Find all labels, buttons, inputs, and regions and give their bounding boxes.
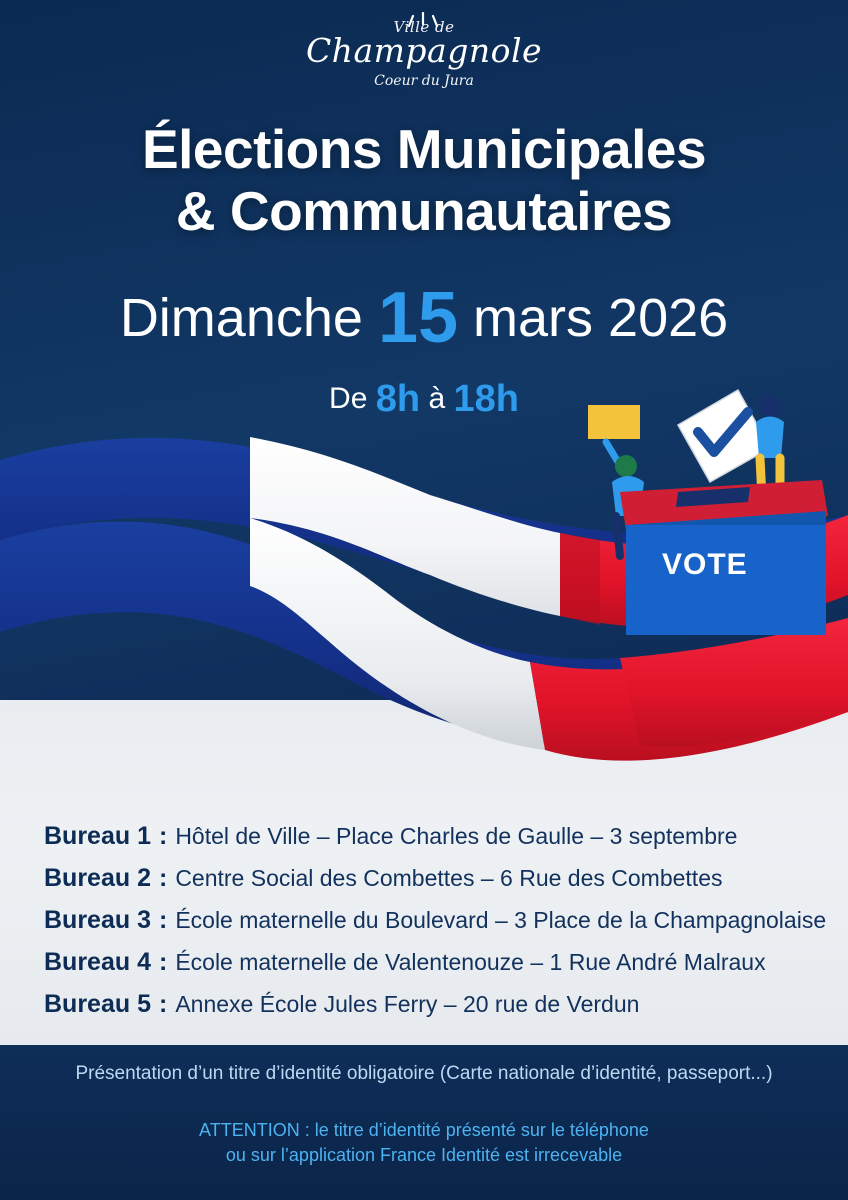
bureau-name: Bureau 2 — [44, 864, 151, 892]
date-month-year: mars 2026 — [473, 288, 729, 348]
warning-notice — [0, 1118, 848, 1168]
list-item — [44, 822, 814, 851]
yellow-placard-icon — [588, 405, 640, 439]
list-item — [44, 948, 814, 977]
bureau-address: Annexe École Jules Ferry – 20 rue de Verdun — [175, 991, 640, 1017]
bureau-address: Hôtel de Ville – Place Charles de Gaulle – 3 septembre — [175, 823, 738, 849]
polling-stations-list — [44, 822, 827, 1032]
hours-prefix: De — [329, 382, 368, 415]
bureau-name: Bureau 4 — [44, 948, 151, 976]
bureau-separator: : — [158, 990, 168, 1018]
bureau-name: Bureau 1 — [44, 822, 151, 850]
list-item — [44, 864, 814, 893]
bureau-separator: : — [158, 864, 168, 892]
bureau-address: Centre Social des Combettes – 6 Rue des Combettes — [175, 865, 723, 891]
logo-city-name: Champagnole — [305, 31, 543, 70]
bureau-address: École maternelle du Boulevard – 3 Place de la Champagnolaise — [175, 907, 827, 933]
logo-line-ville-de: Ville de — [393, 18, 455, 36]
bureau-separator: : — [158, 822, 168, 850]
date-day: 15 — [377, 278, 459, 358]
bureau-separator: : — [158, 948, 168, 976]
list-item — [44, 906, 827, 935]
title-line-1: Élections Municipales — [141, 118, 707, 180]
election-date — [0, 278, 848, 358]
list-item — [44, 990, 814, 1019]
warning-line-1: ATTENTION : le titre d’identité présenté sur le téléphone — [199, 1120, 649, 1140]
bureau-separator: : — [158, 906, 168, 934]
warning-line-2: ou sur l’application France Identité est irrecevable — [225, 1145, 623, 1166]
logo-tagline: Coeur du Jura — [374, 72, 474, 89]
hours-start: 8h — [375, 378, 421, 420]
bureau-name: Bureau 5 — [44, 990, 151, 1018]
date-weekday: Dimanche — [119, 288, 363, 348]
title-line-2: & Communautaires — [175, 180, 673, 243]
bureau-name: Bureau 3 — [44, 906, 151, 934]
hours-join: à — [428, 382, 446, 415]
poster-title — [0, 118, 848, 242]
bureau-address: École maternelle de Valentenouze – 1 Rue André Malraux — [175, 949, 766, 975]
city-logo — [0, 18, 848, 89]
id-requirement-notice: Présentation d’un titre d’identité obligatoire (Carte nationale d’identité, passeport...) — [75, 1063, 773, 1084]
hours-end: 18h — [453, 378, 519, 420]
vote-label: VOTE — [662, 548, 748, 581]
ballot-box-icon — [560, 370, 848, 660]
